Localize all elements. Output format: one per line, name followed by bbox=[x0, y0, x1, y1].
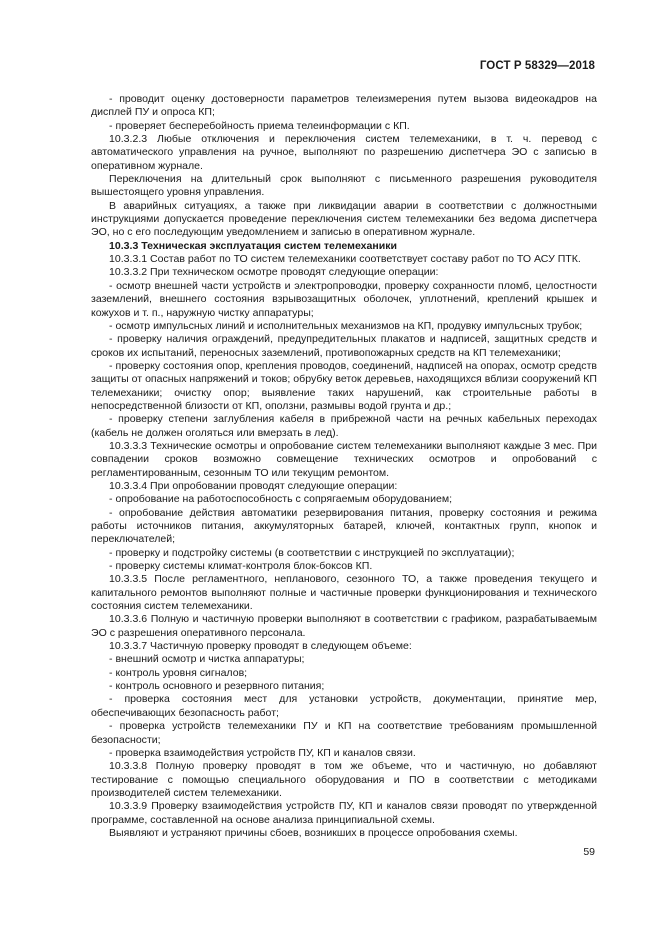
paragraph: - проверяет бесперебойность приема телеинформации с КП. bbox=[109, 119, 410, 132]
paragraph: 10.3.3.6 Полную и частичную проверки выполняют в соответствии с графиком, разрабатываемым ЭО с разрешения оперативного персонала. bbox=[91, 613, 597, 639]
paragraph: 10.3.3.4 При опробовании проводят следующие операции: bbox=[109, 479, 398, 492]
paragraph: - контроль уровня сигналов; bbox=[109, 666, 248, 679]
paragraph: - проверку наличия ограждений, предупредительных плакатов и надписей, защитных средств и сроков их испытаний, переносных заземлений, противопожарных средств на КП телемеханики; bbox=[91, 333, 597, 359]
paragraph: - проверка состояния мест для установки устройств, документации, принятие мер, обеспечивающих безопасность работ; bbox=[91, 693, 597, 719]
paragraph: 10.3.3.9 Проверку взаимодействия устройств ПУ, КП и каналов связи проводят по утвержденной программе, составленной на основе анализа принципиальной схемы. bbox=[91, 800, 597, 826]
paragraph: - проверку и подстройку системы (в соответствии с инструкцией по эксплуатации); bbox=[109, 546, 515, 559]
paragraph: 10.3.3.3 Технические осмотры и опробование систем телемеханики выполняют каждые 3 мес. При совпадении сроков возможно совмещение технических осмотров и опробований с регламентированным, сезонным ТО или текущим ремонтом. bbox=[91, 439, 597, 479]
paragraph: 10.3.3.2 При техническом осмотре проводят следующие операции: bbox=[109, 266, 439, 279]
paragraph: - контроль основного и резервного питания; bbox=[109, 680, 325, 693]
paragraph: - проверка устройств телемеханики ПУ и КП на соответствие требованиям промышленной безопасности; bbox=[91, 720, 597, 746]
paragraph: - проводит оценку достоверности параметров телеизмерения путем вызова видеокадров на дисплей ПУ и опроса КП; bbox=[91, 93, 597, 119]
paragraph: - опробование на работоспособность с сопрягаемым оборудованием; bbox=[109, 493, 453, 506]
body-text bbox=[91, 93, 597, 840]
standard-header: ГОСТ Р 58329—2018 bbox=[479, 60, 595, 72]
paragraph: 10.3.3.7 Частичную проверку проводят в следующем объеме: bbox=[109, 640, 412, 653]
paragraph: 10.3.3.8 Полную проверку проводят в том же объеме, что и частичную, но добавляют тестирование с помощью специального оборудования и ПО в соответствии с методиками производителей систем телемеханики. bbox=[91, 760, 597, 799]
paragraph: - опробование действия автоматики резервирования питания, проверку состояния и режима работы источников питания, аккумуляторных батарей, ключей, контактных групп, кнопок и переключателей; bbox=[91, 506, 597, 546]
paragraph: - проверку степени заглубления кабеля в прибрежной части на речных кабельных переходах (кабель не должен оголяться или вмерзать в лед). bbox=[91, 413, 597, 439]
paragraph: В аварийных ситуациях, а также при ликвидации аварии в соответствии с должностными инструкциями допускается проведение переключения систем телемеханики без ведома диспетчера ЭО, но с его последующим уведомлением и записью в оперативном журнале. bbox=[91, 199, 597, 239]
page-number: 59 bbox=[583, 846, 595, 858]
paragraph: - проверку системы климат-контроля блок-боксов КП. bbox=[109, 560, 373, 573]
paragraph: 10.3.2.3 Любые отключения и переключения систем телемеханики, в т. ч. перевод с автоматического управления на ручное, выполняют по разрешению диспетчера ЭО с записью в оперативном журнале. bbox=[91, 133, 597, 172]
paragraph: - проверку состояния опор, крепления проводов, соединений, надписей на опорах, осмотр средств защиты от опасных напряжений и токов; обрубку веток деревьев, находящихся вблизи сооружений КП телемеханики; очистку опор; выявление таких нарушений, как строительные работы в непосредственной близости от КП, оползни, размывы водой грунта и др.; bbox=[91, 359, 597, 412]
paragraph: Выявляют и устраняют причины сбоев, возникших в процессе опробования схемы. bbox=[109, 826, 518, 839]
paragraph: - осмотр внешней части устройств и электропроводки, проверку сохранности пломб, целостности заземлений, внешнего состояния взрывозащитных оболочек, уплотнений, креплений крышек и кожухов и т. п., наружную чистку аппаратуры; bbox=[91, 279, 597, 319]
paragraph: - проверка взаимодействия устройств ПУ, КП и каналов связи. bbox=[109, 746, 416, 759]
paragraph: - внешний осмотр и чистка аппаратуры; bbox=[109, 653, 305, 666]
paragraph: Переключения на длительный срок выполняют с письменного разрешения руководителя вышестоящего уровня управления. bbox=[91, 173, 597, 199]
section-heading: 10.3.3 Техническая эксплуатация систем телемеханики bbox=[109, 239, 398, 252]
paragraph: - осмотр импульсных линий и исполнительных механизмов на КП, продувку импульсных трубок; bbox=[109, 319, 583, 332]
paragraph: 10.3.3.5 После регламентного, непланового, сезонного ТО, а также проведения текущего и капитального ремонтов выполняют полные и частичные проверки функционирования и технического состояния систем телемеханики. bbox=[91, 573, 597, 613]
paragraph: 10.3.3.1 Состав работ по ТО систем телемеханики соответствует составу работ по ТО АСУ ПТК. bbox=[109, 253, 581, 266]
